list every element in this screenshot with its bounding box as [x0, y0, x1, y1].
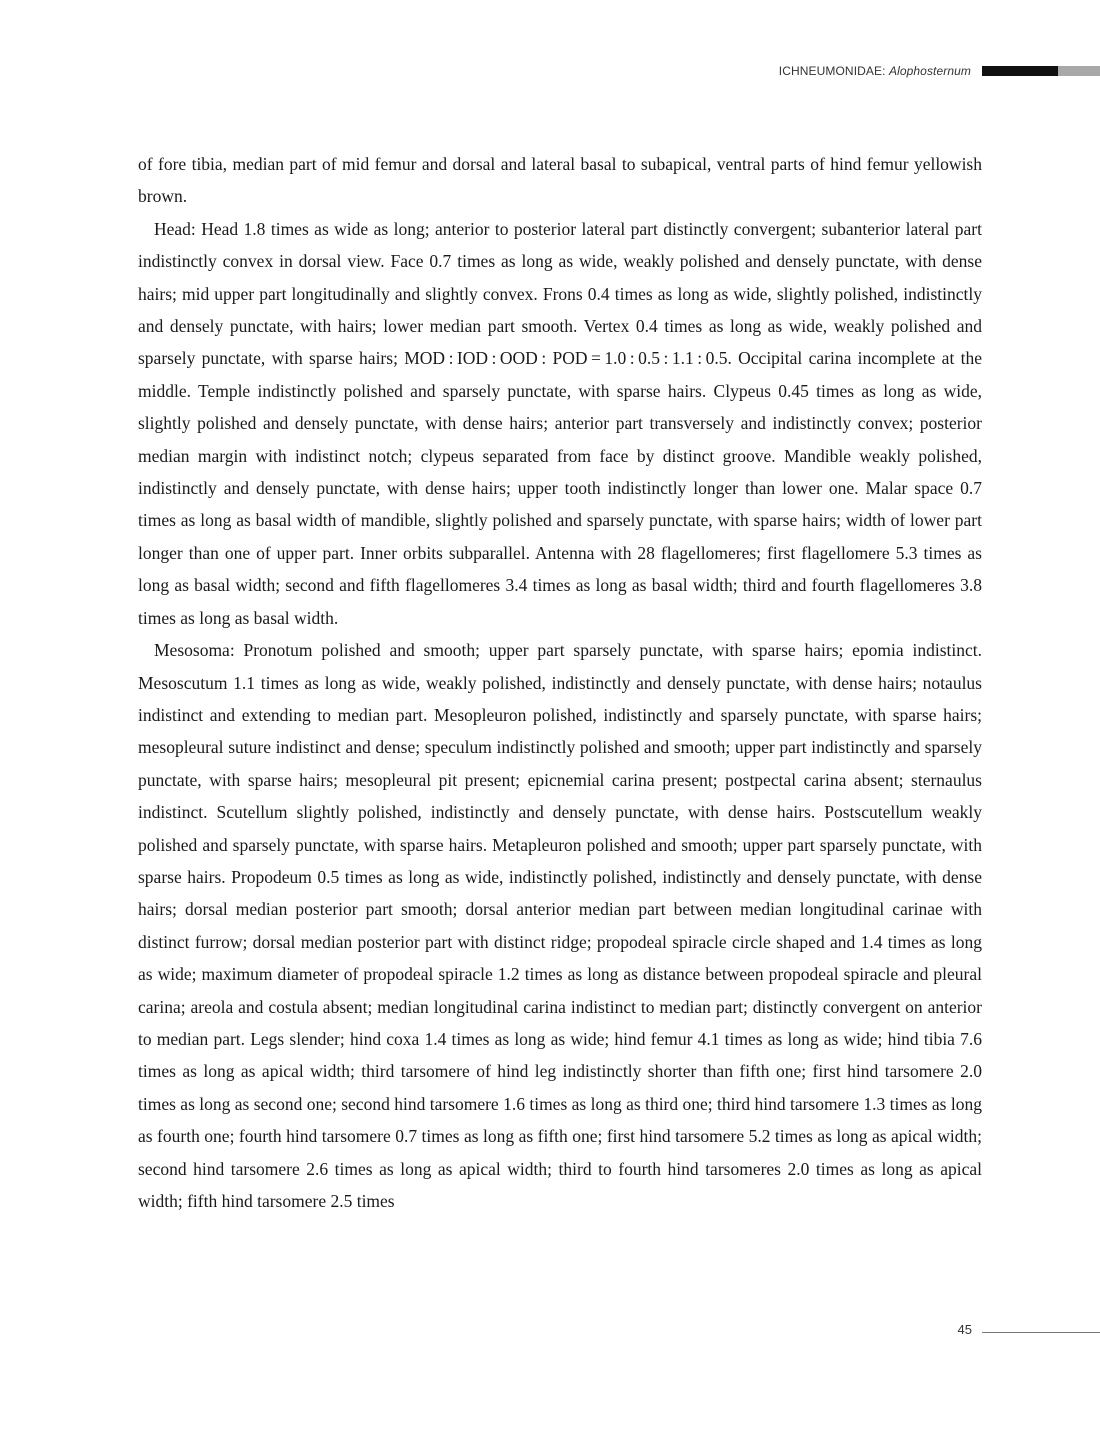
- body-text: [138, 148, 982, 1217]
- header-bar-dark: [982, 66, 1058, 76]
- page-number: 45: [957, 1322, 972, 1337]
- paragraph-mesosoma: Mesosoma: Pronotum polished and smooth; upper part sparsely punctate, with sparse hairs; epomia indistinct. Mesoscutum 1.1 times as long as wide, weakly polished, indistinctly and densely punctate, with dense hairs; notaulus indistinct and extending to median part. Mesopleuron polished, indistinctly and sparsely punctate, with sparse hairs; mesopleural suture indistinct and dense; speculum indistinctly polished and smooth; upper part indistinctly and sparsely punctate, with sparse hairs; mesopleural pit present; epicnemial carina present; postpectal carina absent; sternaulus indistinct. Scutellum slightly polished, indistinctly and densely punctate, with dense hairs. Postscutellum weakly polished and sparsely punctate, with sparse hairs. Metapleuron polished and smooth; upper part sparsely punctate, with sparse hairs. Propodeum 0.5 times as long as wide, indistinctly polished, indistinctly and densely punctate, with dense hairs; dorsal median posterior part smooth; dorsal anterior median part between median longitudinal carinae with distinct furrow; dorsal median posterior part with distinct ridge; propodeal spiracle circle shaped and 1.4 times as long as wide; maximum diameter of propodeal spiracle 1.2 times as long as distance between propodeal spiracle and pleural carina; areola and costula absent; median longitudinal carina indistinct to median part; distinctly convergent on anterior to median part. Legs slender; hind coxa 1.4 times as long as wide; hind femur 4.1 times as long as wide; hind tibia 7.6 times as long as apical width; third tarsomere of hind leg indistinctly shorter than fifth one; first hind tarsomere 2.0 times as long as second one; second hind tarsomere 1.6 times as long as third one; third hind tarsomere 1.3 times as long as fourth one; fourth hind tarsomere 0.7 times as long as fifth one; first hind tarsomere 5.2 times as long as apical width; second hind tarsomere 2.6 times as long as apical width; third to fourth hind tarsomeres 2.0 times as long as apical width; fifth hind tarsomere 2.5 times: [138, 640, 982, 1211]
- running-header: [779, 64, 971, 78]
- footer-rule: [982, 1332, 1100, 1333]
- header-bar-light: [1058, 66, 1100, 76]
- header-genus: Alophosternum: [888, 64, 971, 78]
- paragraph-head: Head: Head 1.8 times as wide as long; anterior to posterior lateral part distinctly convergent; subanterior lateral part indistinctly convex in dorsal view. Face 0.7 times as long as wide, weakly polished and densely punctate, with dense hairs; mid upper part longitudinally and slightly convex. Frons 0.4 times as long as wide, slightly polished, indistinctly and densely punctate, with hairs; lower median part smooth. Vertex 0.4 times as long as wide, weakly polished and sparsely punctate, with sparse hairs; MOD : IOD : OOD : POD = 1.0 : 0.5 : 1.1 : 0.5. Occipital carina incomplete at the middle. Temple indistinctly polished and sparsely punctate, with sparse hairs. Clypeus 0.45 times as long as wide, slightly polished and densely punctate, with dense hairs; anterior part transversely and indistinctly convex; posterior median margin with indistinct notch; clypeus separated from face by distinct groove. Mandible weakly polished, indistinctly and densely punctate, with dense hairs; upper tooth indistinctly longer than lower one. Malar space 0.7 times as long as basal width of mandible, slightly polished and sparsely punctate, with sparse hairs; width of lower part longer than one of upper part. Inner orbits subparallel. Antenna with 28 flagellomeres; first flagellomere 5.3 times as long as basal width; second and fifth flagellomeres 3.4 times as long as basal width; third and fourth flagellomeres 3.8 times as long as basal width.: [138, 218, 982, 628]
- paragraph-continuation: of fore tibia, median part of mid femur and dorsal and lateral basal to subapical, ventral parts of hind femur yellowish brown.: [138, 154, 982, 207]
- header-family: ICHNEUMONIDAE:: [778, 64, 886, 78]
